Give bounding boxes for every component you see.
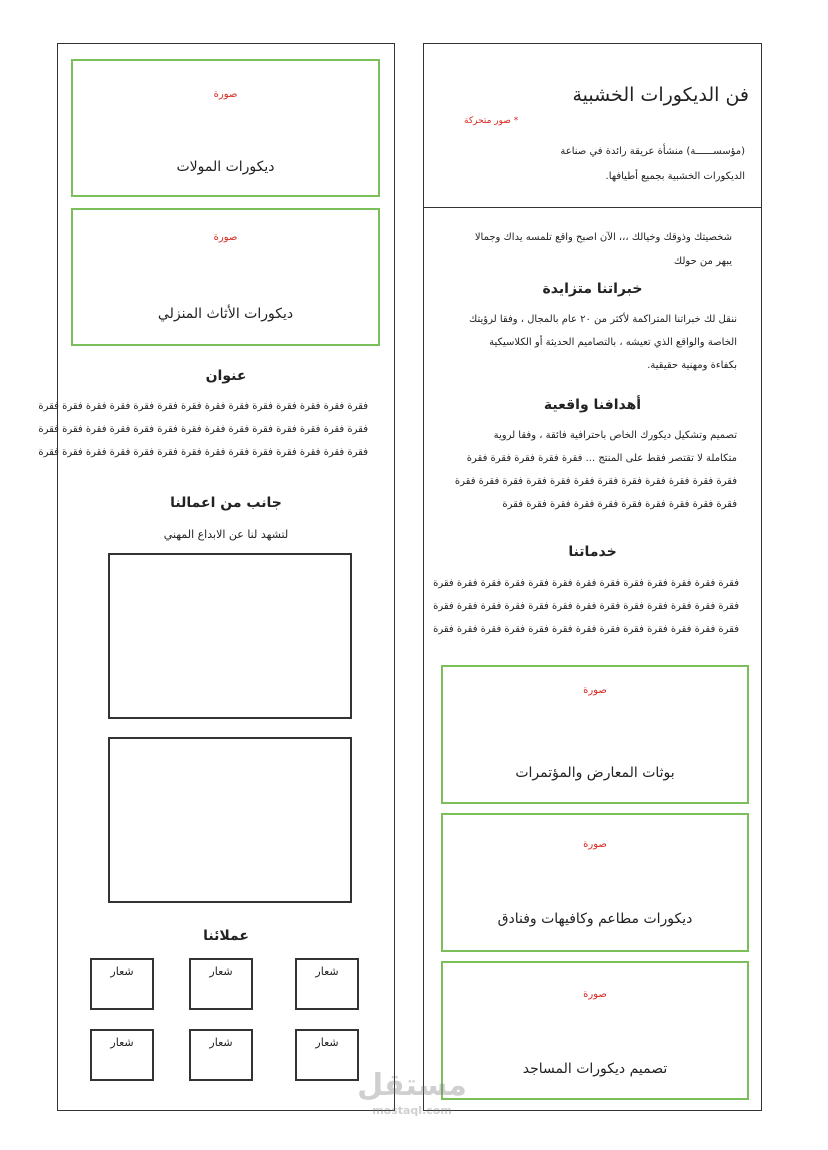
clients-title: عملائنا [203,928,249,944]
experience-line: بكفاءة ومهنية حقيقية. [647,360,737,371]
section-title: عنوان [205,368,247,384]
page-title: فن الديكورات الخشبية [572,84,749,106]
image-placeholder-label: صورة [583,685,607,696]
client-logo [295,958,359,1010]
works-subtitle: لتشهد لنا عن الابداع المهني [163,528,289,541]
filler-line: فقرة فقرة فقرة فقرة فقرة فقرة فقرة فقرة فقرة فقرة فقرة فقرة فقرة فقرة [38,424,368,435]
logo-label: شعار [315,1036,339,1049]
animated-images-note: * صور متحركة [464,116,519,126]
services-line: فقرة فقرة فقرة فقرة فقرة فقرة فقرة فقرة فقرة فقرة فقرة فقرة فقرة [433,601,739,612]
logo-label: شعار [209,1036,233,1049]
filler-paragraph [38,395,368,464]
image-placeholder-label: صورة [213,232,238,243]
intro-line: الديكورات الخشبية بجميع أطيافها. [605,171,745,182]
image-placeholder-label: صورة [583,989,607,1000]
experience-line: ننقل لك خبراتنا المتراكمة لأكثر من ٢٠ عام بالمجال ، وفقا لرؤيتك [469,314,737,325]
box-caption-home-furniture: ديكورات الأثاث المنزلي [157,306,294,322]
image-box-malls [71,59,380,197]
client-logo [189,958,253,1010]
goals-line: تصميم وتشكيل ديكورك الخاص باحترافية فائقة ، وفقا لروية [493,430,737,441]
image-box-home-furniture [71,208,380,346]
watermark [352,1068,472,1117]
image-placeholder-label: صورة [583,839,607,850]
work-image-frame-2 [108,737,352,903]
work-image-frame-1 [108,553,352,719]
watermark-brand: مستقل [357,1068,467,1103]
goals-paragraph [437,424,737,516]
logo-label: شعار [110,965,134,978]
intro-paragraph [505,139,745,189]
right-page [423,43,762,1111]
image-placeholder-label: صورة [213,89,238,100]
box-caption-exhibition-booths: بوثات المعارض والمؤتمرات [515,765,675,781]
image-box-mosques [441,961,749,1100]
filler-line: فقرة فقرة فقرة فقرة فقرة فقرة فقرة فقرة فقرة فقرة فقرة فقرة فقرة فقرة [38,401,368,412]
watermark-url: mostaql.com [372,1104,452,1117]
image-box-restaurants [441,813,749,952]
goals-line: متكاملة لا تقتصر فقط على المنتج ... فقرة فقرة فقرة فقرة فقرة [466,453,737,464]
services-title: خدماتنا [568,544,617,560]
lead-line: يبهر من حولك [673,256,732,267]
image-box-exhibition-booths [441,665,749,804]
client-logo [295,1029,359,1081]
lead-paragraph [442,226,732,274]
header-divider [424,207,761,208]
client-logo [90,1029,154,1081]
logo-label: شعار [315,965,339,978]
works-title: جانب من اعمالنا [170,495,282,511]
filler-line: فقرة فقرة فقرة فقرة فقرة فقرة فقرة فقرة فقرة فقرة فقرة فقرة فقرة فقرة [38,447,368,458]
box-caption-mosques: تصميم ديكورات المساجد [522,1061,668,1077]
logo-label: شعار [110,1036,134,1049]
client-logo [189,1029,253,1081]
goals-line: فقرة فقرة فقرة فقرة فقرة فقرة فقرة فقرة فقرة فقرة فقرة فقرة [454,476,737,487]
client-logo [90,958,154,1010]
logo-label: شعار [209,965,233,978]
experience-line: الخاصة والواقع الذي تعيشه ، بالتصاميم الحديثة أو الكلاسيكية [489,337,737,348]
box-caption-restaurants: ديكورات مطاعم وكافيهات وفنادق [497,911,693,927]
intro-line: (مؤسســــــة) منشأة عريقة رائدة في صناعة [560,146,745,157]
box-caption-malls: ديكورات المولات [176,159,275,175]
left-page [38,43,395,1111]
services-paragraph [434,572,739,641]
goals-line: فقرة فقرة فقرة فقرة فقرة فقرة فقرة فقرة فقرة فقرة [502,499,737,510]
lead-line: شخصيتك وذوقك وخيالك ،،، الآن اصبح واقع تلمسه يداك وجمالا [474,232,732,243]
services-line: فقرة فقرة فقرة فقرة فقرة فقرة فقرة فقرة فقرة فقرة فقرة فقرة فقرة [433,578,739,589]
experience-title: خبراتنا متزايدة [542,281,643,297]
goals-title: أهدافنا واقعية [543,397,642,413]
services-line: فقرة فقرة فقرة فقرة فقرة فقرة فقرة فقرة فقرة فقرة فقرة فقرة فقرة [433,624,739,635]
experience-paragraph [437,308,737,377]
